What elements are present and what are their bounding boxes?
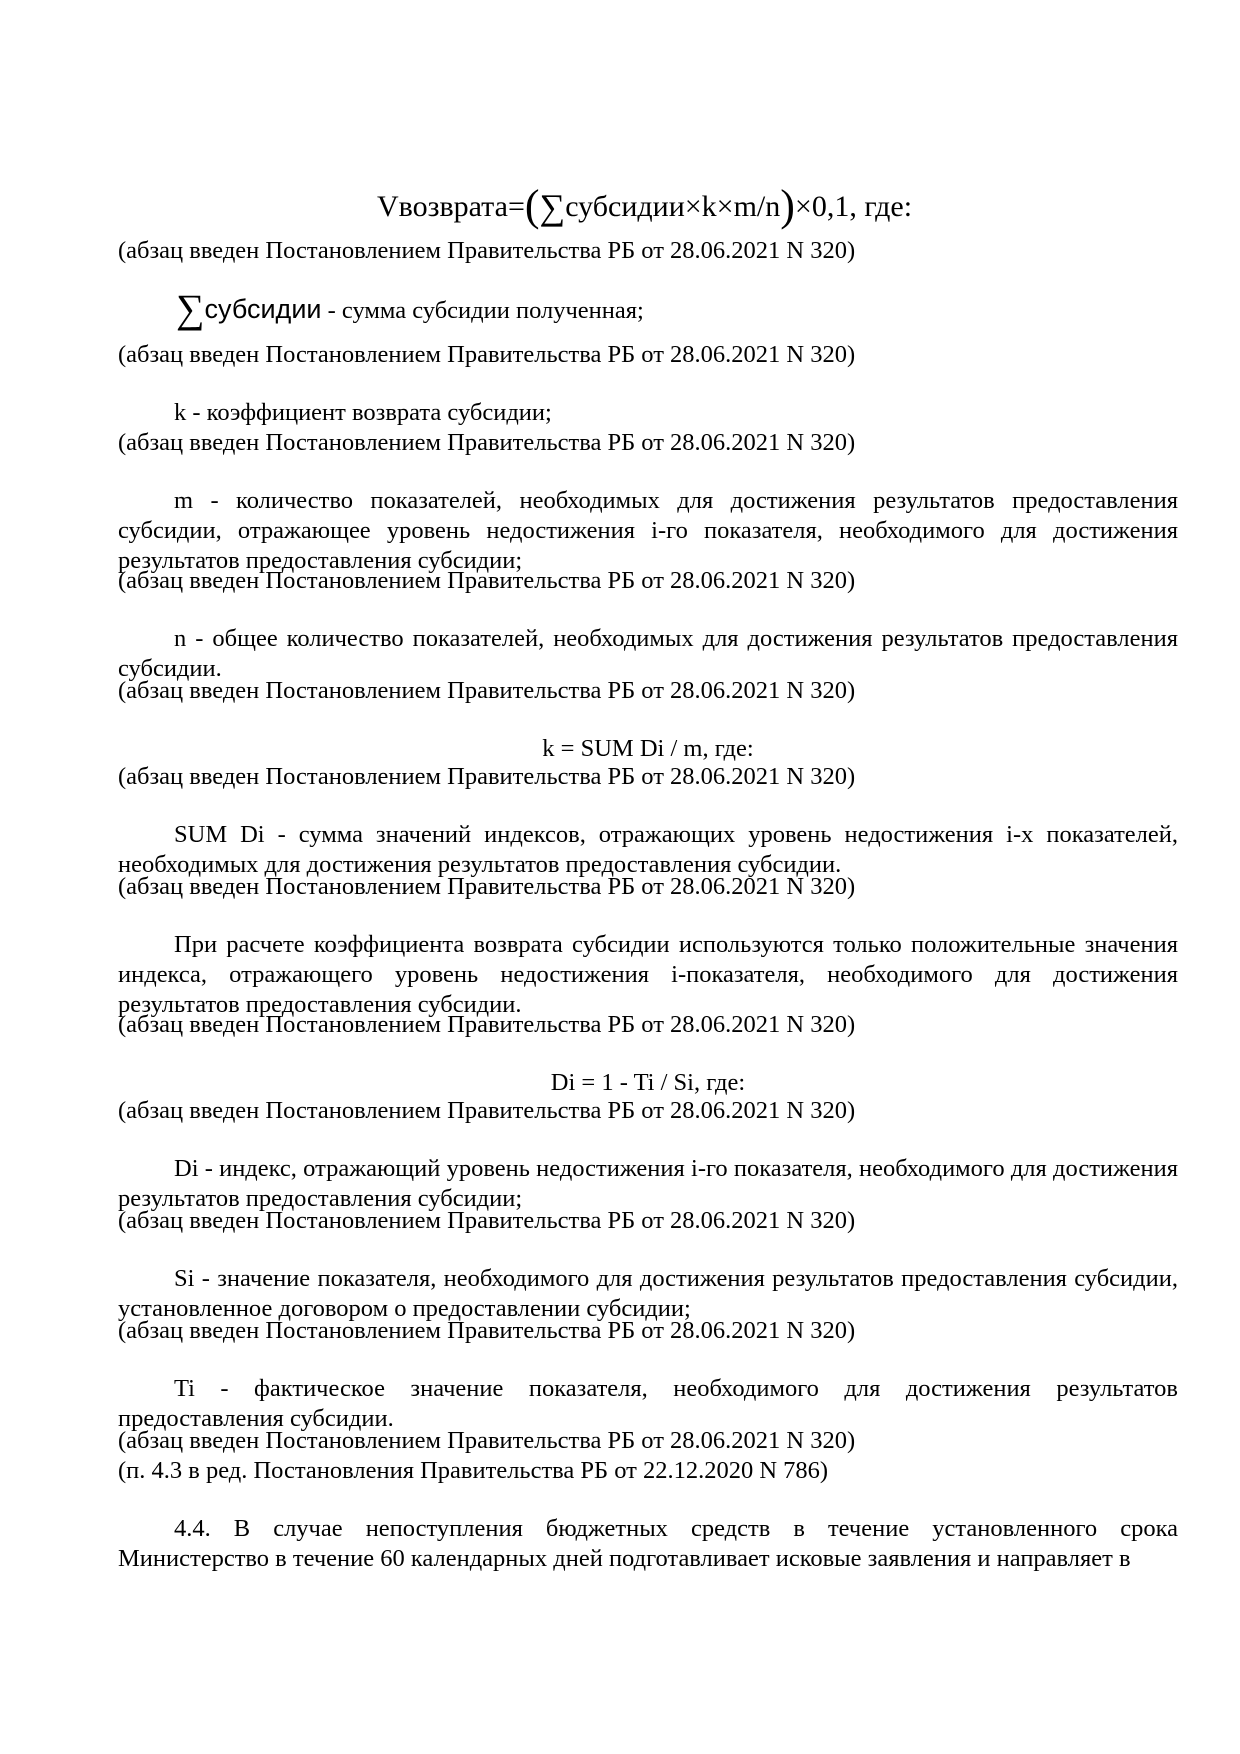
amendment-note: (абзац введен Постановлением Правительства РБ от 28.06.2021 N 320) xyxy=(118,341,856,368)
amendment-note: (абзац введен Постановлением Правительства РБ от 28.06.2021 N 320) xyxy=(118,567,856,594)
amendment-note: (абзац введен Постановлением Правительства РБ от 28.06.2021 N 320) xyxy=(118,1097,856,1124)
m-definition: m - количество показателей, необходимых для достижения результатов предоставления субсидии, отражающее уровень недостижения i-го показателя, необходимого для достижения результатов предоставления субсидии; xyxy=(118,487,1178,574)
amendment-note: (абзац введен Постановлением Правительства РБ от 28.06.2021 N 320) xyxy=(118,763,856,790)
formula-open-paren: ( xyxy=(524,181,540,230)
paragraph-4-4: 4.4. В случае непоступления бюджетных средств в течение установленного срока Министерство в течение 60 календарных дней подготавливает исковые заявления и направляет в xyxy=(118,1515,1178,1572)
amendment-note: (абзац введен Постановлением Правительства РБ от 28.06.2021 N 320) xyxy=(118,237,856,264)
formula-close-paren: ) xyxy=(780,181,795,230)
n-definition: n - общее количество показателей, необходимых для достижения результатов предоставления субсидии. xyxy=(118,625,1178,682)
positive-values-note: При расчете коэффициента возврата субсидии используются только положительные значения индекса, отражающего уровень недостижения i-показателя, необходимого для достижения результатов предоставления субсидии. xyxy=(118,931,1178,1018)
amendment-note: (абзац введен Постановлением Правительства РБ от 28.06.2021 N 320) xyxy=(118,429,856,456)
amendment-note: (абзац введен Постановлением Правительства РБ от 28.06.2021 N 320) xyxy=(118,873,856,900)
formula-prefix: Vвозврата= xyxy=(377,190,525,223)
sigma-symbol: ∑ xyxy=(539,187,566,227)
di-definition: Di - индекс, отражающий уровень недостижения i-го показателя, необходимого для достижения результатов предоставления субсидии; xyxy=(118,1155,1178,1212)
sum-subsidy-label: субсидии xyxy=(204,294,322,324)
di-formula: Di = 1 - Ti / Si, где: xyxy=(550,1069,746,1096)
sum-subsidy-text: - сумма субсидии полученная; xyxy=(321,297,644,324)
sum-di-definition: SUM Di - сумма значений индексов, отражающих уровень недостижения i-х показателей, необходимых для достижения результатов предоставления субсидии. xyxy=(118,821,1178,878)
sigma-symbol: ∑ xyxy=(176,286,205,331)
ti-definition: Ti - фактическое значение показателя, необходимого для достижения результатов предоставления субсидии. xyxy=(118,1375,1178,1432)
si-definition: Si - значение показателя, необходимого для достижения результатов предоставления субсидии, установленное договором о предоставлении субсидии; xyxy=(118,1265,1178,1322)
formula-suffix: ×0,1, где: xyxy=(794,190,913,223)
amendment-note: (абзац введен Постановлением Правительства РБ от 28.06.2021 N 320) xyxy=(118,677,856,704)
formula-body: субсидии×k×m/n xyxy=(565,190,781,223)
k-formula: k = SUM Di / m, где: xyxy=(542,735,754,762)
amendment-note: (абзац введен Постановлением Правительства РБ от 28.06.2021 N 320) xyxy=(118,1011,856,1038)
return-volume-formula xyxy=(377,181,913,230)
k-definition: k - коэффициент возврата субсидии; xyxy=(174,399,552,426)
amendment-note: (абзац введен Постановлением Правительства РБ от 28.06.2021 N 320) xyxy=(118,1427,856,1454)
sum-subsidy-definition xyxy=(176,286,644,331)
amendment-note: (абзац введен Постановлением Правительства РБ от 28.06.2021 N 320) xyxy=(118,1317,856,1344)
amendment-note: (абзац введен Постановлением Правительства РБ от 28.06.2021 N 320) xyxy=(118,1207,856,1234)
edit-note: (п. 4.3 в ред. Постановления Правительства РБ от 22.12.2020 N 786) xyxy=(118,1457,829,1484)
